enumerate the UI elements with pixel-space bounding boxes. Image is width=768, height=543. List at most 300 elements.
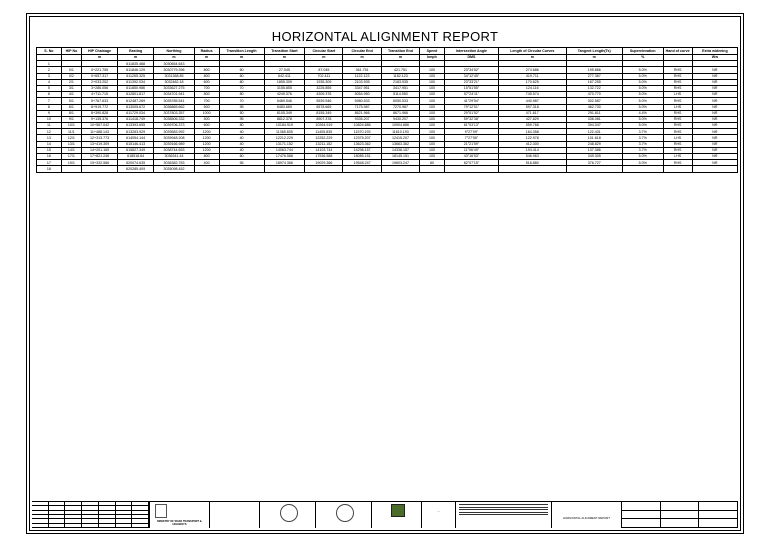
table-cell: 17+821.246	[82, 154, 118, 160]
table-cell: 50	[219, 110, 264, 116]
column-header: S. No	[37, 48, 62, 55]
table-cell: 6050.533	[381, 98, 419, 104]
table-cell: 3038506.332	[154, 116, 195, 122]
column-unit: %	[622, 55, 663, 61]
table-cell: 394.347	[566, 123, 622, 129]
table-cell: 611850.986	[118, 85, 154, 91]
table-cell: 3038744.653	[154, 147, 195, 153]
table-cell: 18085.151	[343, 154, 381, 160]
column-header: Easting	[118, 48, 154, 55]
table-cell: 13+419.309	[82, 141, 118, 147]
table-cell: NR	[692, 73, 737, 79]
table-cell: 620285.409	[118, 166, 154, 172]
column-unit: m	[498, 55, 566, 61]
table-cell: 14298.157	[343, 147, 381, 153]
table-cell: 7270.987	[381, 104, 419, 110]
table-cell: 4	[37, 79, 62, 85]
sheet-inner-border	[29, 16, 741, 531]
column-header: Superelevation	[622, 48, 663, 55]
table-row	[37, 166, 738, 172]
table-cell	[420, 166, 445, 172]
table-cell: NR	[692, 160, 737, 166]
table-cell: 611392.034	[118, 79, 154, 85]
table-cell: 3031368.85	[154, 73, 195, 79]
table-cell: 1182.123	[381, 73, 419, 79]
table-cell: 34°12'45"	[444, 73, 498, 79]
revision-cell	[65, 524, 82, 528]
table-cell: 615827.349	[118, 147, 154, 153]
table-cell: 613263.929	[118, 129, 154, 135]
table-cell: NR	[692, 116, 737, 122]
national-emblem-icon	[155, 504, 167, 518]
table-cell: 14063.744	[264, 147, 305, 153]
table-cell: 427.829	[498, 116, 566, 122]
table-cell: 6	[37, 92, 62, 98]
table-cell: 19603.247	[381, 160, 419, 166]
table-cell: RHS	[663, 141, 692, 147]
table-cell: 9+135.376	[82, 116, 118, 122]
project-description-cell	[456, 502, 552, 528]
table-cell: RHS	[663, 147, 692, 153]
table-cell: 336.081	[566, 116, 622, 122]
table-cell: 546.963	[498, 154, 566, 160]
column-unit: m	[219, 55, 264, 61]
table-cell: 3/1	[61, 85, 81, 91]
table-cell: 0/1	[61, 67, 81, 73]
table-cell: 4.4%	[622, 110, 663, 116]
table-cell: NR	[692, 147, 737, 153]
table-cell: 5114.950	[381, 92, 419, 98]
table-cell: 419.711	[498, 73, 566, 79]
table-cell: 3035785.541	[154, 98, 195, 104]
table-cell: 82°07'15"	[444, 160, 498, 166]
table-cell: 5469.546	[264, 98, 305, 104]
table-cell: 100	[420, 147, 445, 153]
table-cell: 16	[37, 154, 62, 160]
client-cell	[150, 502, 210, 528]
table-cell: 18145.151	[381, 154, 419, 160]
table-cell: 137.386	[566, 147, 622, 153]
table-cell: 611729.034	[118, 110, 154, 116]
column-header: HIP Chainage	[82, 48, 118, 55]
table-cell: 60	[219, 154, 264, 160]
ministry-name: MINISTRY OF ROAD TRANSPORT & HIGHWAYS	[157, 520, 202, 526]
table-cell: 2103.935	[343, 79, 381, 85]
table-cell: 3	[37, 73, 62, 79]
table-cell: 10904.686	[381, 123, 419, 129]
table-cell: 8105.349	[264, 110, 305, 116]
table-cell: 100	[420, 135, 445, 141]
table-cell: 5.0%	[622, 116, 663, 122]
table-cell: 13211.152	[305, 141, 343, 147]
table-cell: 0/2	[61, 73, 81, 79]
table-cell: 11+488.143	[82, 129, 118, 135]
table-cell: 6/1	[61, 104, 81, 110]
consultant-logo-cell-1	[260, 502, 316, 528]
table-cell: 8812.378	[264, 116, 305, 122]
table-cell: 5.0%	[622, 85, 663, 91]
revision-cell	[32, 524, 49, 528]
design-director-cell	[422, 502, 456, 528]
table-cell: 14	[37, 141, 62, 147]
table-cell: 611835.468	[118, 61, 154, 67]
table-cell: 3347.951	[343, 85, 381, 91]
table-cell: 13	[37, 135, 62, 141]
table-cell: RHS	[663, 67, 692, 73]
column-header: Radius	[194, 48, 219, 55]
column-header: Extra widening	[692, 48, 737, 55]
table-cell: 3.7%	[622, 141, 663, 147]
table-cell: 5.0%	[622, 98, 663, 104]
table-cell: 10	[37, 116, 62, 122]
table-cell: 11	[37, 123, 62, 129]
table-cell: 10/1	[61, 123, 81, 129]
column-unit: m	[194, 55, 219, 61]
table-cell: 4249.376	[264, 92, 305, 98]
title-block	[32, 501, 738, 528]
table-cell: 440.987	[498, 98, 566, 104]
table-cell: 8155.349	[305, 110, 343, 116]
table-cell: 3.7%	[622, 135, 663, 141]
table-cell: RHS	[663, 98, 692, 104]
table-cell	[82, 166, 118, 172]
table-cell: 5.0%	[622, 67, 663, 73]
table-cell: NR	[692, 85, 737, 91]
table-cell: NR	[692, 123, 737, 129]
table-cell: 3036865.662	[154, 104, 195, 110]
column-header: Transition Length	[219, 48, 264, 55]
table-cell: 70	[219, 98, 264, 104]
table-cell: 11/1	[61, 129, 81, 135]
table-cell: 124.116	[498, 85, 566, 91]
table-cell: RHS	[663, 123, 692, 129]
table-cell: 12212.229	[264, 135, 305, 141]
drawing-title: HORIZONTAL ALIGNMENT REPORT	[563, 516, 610, 520]
table-cell: 12/1	[61, 135, 81, 141]
contractor-logo-icon	[391, 504, 405, 517]
table-cell: NR	[692, 110, 737, 116]
authority-cell	[210, 502, 260, 528]
consultant-logo-cell-2	[316, 502, 372, 528]
table-cell: 60	[219, 73, 264, 79]
table-cell: 559.768	[498, 123, 566, 129]
table-cell: 9°27'09"	[444, 129, 498, 135]
table-cell: LHS	[663, 135, 692, 141]
table-cell: 11°06'49"	[444, 147, 498, 153]
table-cell: 87.045	[305, 67, 343, 73]
revision-cell	[49, 524, 66, 528]
table-cell: 19+332.566	[82, 160, 118, 166]
table-cell: 79°12'01"	[444, 104, 498, 110]
table-cell: 100	[420, 73, 445, 79]
column-unit: m	[343, 55, 381, 61]
table-cell: 59°32'38"	[444, 116, 498, 122]
column-header: Northing	[154, 48, 195, 55]
table-cell: 361.751	[343, 67, 381, 73]
table-cell: 3.7%	[622, 129, 663, 135]
table-cell: 470.770	[566, 92, 622, 98]
column-unit: DMS	[444, 55, 498, 61]
table-cell: 5.0%	[622, 123, 663, 129]
table-cell: 7	[37, 98, 62, 104]
table-cell	[381, 166, 419, 172]
table-cell: 5	[37, 85, 62, 91]
table-cell: 164.358	[498, 129, 566, 135]
table-cell: 5539.546	[305, 98, 343, 104]
table-cell: 80	[219, 79, 264, 85]
table-cell: 15	[37, 147, 62, 153]
column-header: Circular End	[343, 48, 381, 55]
table-cell: RHS	[663, 73, 692, 79]
table-cell: 100	[420, 92, 445, 98]
table-cell: 95	[219, 116, 264, 122]
table-cell: 40	[219, 141, 264, 147]
table-cell: 471.617	[498, 110, 566, 116]
table-cell: 400	[194, 160, 219, 166]
table-cell: 14338.157	[381, 147, 419, 153]
table-cell: 14103.744	[305, 147, 343, 153]
table-cell: 100	[420, 85, 445, 91]
table-cell: 700	[194, 85, 219, 91]
table-cell: 194.414	[498, 147, 566, 153]
table-cell: 611265.325	[118, 73, 154, 79]
table-cell: 15°51'55"	[444, 85, 498, 91]
table-cell	[622, 166, 663, 172]
table-cell: 612487.269	[118, 98, 154, 104]
table-cell	[343, 166, 381, 172]
table-cell: 800	[194, 73, 219, 79]
table-cell: 100	[420, 129, 445, 135]
table-cell: RHS	[663, 85, 692, 91]
contractor-logo-cell	[372, 502, 422, 528]
table-body	[37, 61, 738, 172]
table-cell: 5/1	[61, 98, 81, 104]
table-cell: 614054.144	[118, 135, 154, 141]
table-cell: 3039706.373	[154, 123, 195, 129]
table-cell: 8671.966	[381, 110, 419, 116]
table-cell: LHS	[663, 154, 692, 160]
column-unit: m	[154, 55, 195, 61]
table-cell: 11570.193	[343, 129, 381, 135]
table-cell: 3030654.643	[154, 61, 195, 67]
table-cell: 2+033.202	[82, 79, 118, 85]
table-cell	[498, 166, 566, 172]
table-cell: 132.722	[566, 85, 622, 91]
table-cell: 17	[37, 160, 62, 166]
table-cell: 702.411	[305, 73, 343, 79]
table-cell: 745.574	[498, 92, 566, 98]
table-cell: 500	[194, 104, 219, 110]
table-cell: 10+567.042	[82, 123, 118, 129]
table-cell: 8621.966	[343, 110, 381, 116]
column-header: Hand of curve	[663, 48, 692, 55]
table-cell: 5.0%	[622, 92, 663, 98]
drawing-sheet	[26, 13, 744, 534]
table-cell: 13171.152	[264, 141, 305, 147]
table-cell: 80	[219, 123, 264, 129]
table-cell: 3039583.992	[154, 129, 195, 135]
table-cell: RHS	[663, 160, 692, 166]
table-cell: 19/1	[61, 160, 81, 166]
table-cell: 100	[420, 110, 445, 116]
table-cell: 2/1	[61, 79, 81, 85]
table-cell: 3033627.275	[154, 85, 195, 91]
table-cell: 5.0%	[622, 73, 663, 79]
table-cell: 5054.950	[343, 92, 381, 98]
table-cell: RHS	[663, 79, 692, 85]
table-cell: 3034701.941	[154, 92, 195, 98]
table-cell: 21°21'59"	[444, 141, 498, 147]
table-cell: 170.625	[498, 79, 566, 85]
table-cell: 17536.588	[305, 154, 343, 160]
table-cell	[663, 166, 692, 172]
table-cell: 462.730	[566, 104, 622, 110]
table-cell: 3037803.357	[154, 110, 195, 116]
column-unit: m	[82, 55, 118, 61]
header-label-row	[37, 48, 738, 55]
table-cell: 611418.749	[118, 116, 154, 122]
table-cell: 611846.129	[118, 67, 154, 73]
table-cell: 3036382.783	[154, 160, 195, 166]
table-cell: 5980.533	[343, 98, 381, 104]
table-cell: 600	[194, 123, 219, 129]
table-cell: 8+390.828	[82, 110, 118, 116]
table-cell: 600	[194, 79, 219, 85]
table-cell: 9/1	[61, 116, 81, 122]
table-cell: 7175.987	[343, 104, 381, 110]
table-cell: 5.0%	[622, 154, 663, 160]
table-cell: 3030779.396	[154, 67, 195, 73]
revision-cell	[82, 524, 99, 528]
table-cell: 41°29'54"	[444, 98, 498, 104]
table-cell: 11365.835	[264, 129, 305, 135]
table-cell: 3036341.44	[154, 154, 195, 160]
table-cell: 615146.413	[118, 141, 154, 147]
table-cell: 122.978	[498, 135, 566, 141]
table-cell: 3225.855	[305, 85, 343, 91]
table-cell: 613393.695	[118, 123, 154, 129]
table-cell: 100	[420, 98, 445, 104]
table-cell: 376.727	[566, 160, 622, 166]
column-header: Circular Start	[305, 48, 343, 55]
table-cell: 18	[37, 166, 62, 172]
table-cell: 500	[194, 116, 219, 122]
table-cell: 2	[37, 67, 62, 73]
table-cell: 412.300	[498, 141, 566, 147]
column-header: Transition End	[381, 48, 419, 55]
table-cell: 3039166.989	[154, 141, 195, 147]
table-cell: 12+313.773	[82, 135, 118, 141]
table-cell: 6578.669	[305, 104, 343, 110]
table-cell: 10824.686	[343, 123, 381, 129]
table-cell: 277.367	[566, 73, 622, 79]
revision-cell	[116, 524, 133, 528]
table-cell	[566, 166, 622, 172]
table-cell: 0+221.755	[82, 67, 118, 73]
table-cell: 1200	[194, 147, 219, 153]
table-cell: 1855.309	[264, 79, 305, 85]
table-cell: 700	[194, 98, 219, 104]
table-cell: 9430.207	[381, 116, 419, 122]
column-unit: m	[566, 55, 622, 61]
table-cell: 19548.247	[343, 160, 381, 166]
table-cell: 8907.378	[305, 116, 343, 122]
table-cell: 612801.817	[118, 92, 154, 98]
table-cell: NR	[692, 135, 737, 141]
table-cell: NR	[692, 92, 737, 98]
column-unit: m	[264, 55, 305, 61]
table-cell: 3032482.18	[154, 79, 195, 85]
table-cell: 195.866	[566, 67, 622, 73]
table-cell: 1200	[194, 135, 219, 141]
revision-cell	[99, 524, 116, 528]
table-cell: 248.829	[566, 141, 622, 147]
table-cell: NR	[692, 141, 737, 147]
table-cell: 100	[420, 67, 445, 73]
table-cell: 29°51'52"	[444, 110, 498, 116]
column-header: Length of Circular Curves	[498, 48, 566, 55]
table-cell	[444, 166, 498, 172]
table-cell: 618518.64	[118, 154, 154, 160]
table-cell: 12375.207	[343, 135, 381, 141]
table-cell: 100	[420, 116, 445, 122]
table-cell: 3.7%	[622, 147, 663, 153]
table-cell: 101.618	[566, 135, 622, 141]
table-cell: 40	[219, 129, 264, 135]
table-cell: 27.045	[264, 67, 305, 73]
table-cell: 43°16'53"	[444, 154, 498, 160]
table-cell: 80	[219, 92, 264, 98]
table-cell: 1000	[194, 110, 219, 116]
column-unit: Ww	[692, 55, 737, 61]
table-cell	[305, 166, 343, 172]
table-cell: 5.0%	[622, 79, 663, 85]
table-cell: 9	[37, 110, 62, 116]
table-cell: 274.686	[498, 67, 566, 73]
table-cell: RHS	[663, 116, 692, 122]
table-cell: 17/1	[61, 154, 81, 160]
table-cell: 13/1	[61, 141, 81, 147]
table-cell: 1935.309	[305, 79, 343, 85]
table-cell	[692, 166, 737, 172]
table-cell: NR	[692, 98, 737, 104]
director-signature: ~	[437, 509, 440, 514]
table-cell: NR	[692, 154, 737, 160]
table-cell: 80	[420, 160, 445, 166]
table-cell: 349.305	[566, 154, 622, 160]
table-cell: 7°27'55"	[444, 135, 498, 141]
alignment-table	[36, 47, 738, 173]
table-cell: 18974.366	[264, 160, 305, 166]
table-cell: 1122.123	[343, 73, 381, 79]
table-cell: 17476.588	[264, 154, 305, 160]
table-cell: 3155.855	[264, 85, 305, 91]
table-cell: 9335.207	[343, 116, 381, 122]
table-cell	[264, 166, 305, 172]
table-cell: 100	[420, 104, 445, 110]
table-cell: 23°33'21"	[444, 79, 498, 85]
table-cell: 167.255	[566, 79, 622, 85]
table-cell: 8/1	[61, 110, 81, 116]
table-cell: NR	[692, 79, 737, 85]
table-cell: 40	[219, 135, 264, 141]
table-cell: 19029.366	[305, 160, 343, 166]
column-unit: m	[305, 55, 343, 61]
table-cell: LHS	[663, 92, 692, 98]
table-cell: 12252.229	[305, 135, 343, 141]
table-cell: 5.0%	[622, 104, 663, 110]
table-cell: 4/1	[61, 92, 81, 98]
